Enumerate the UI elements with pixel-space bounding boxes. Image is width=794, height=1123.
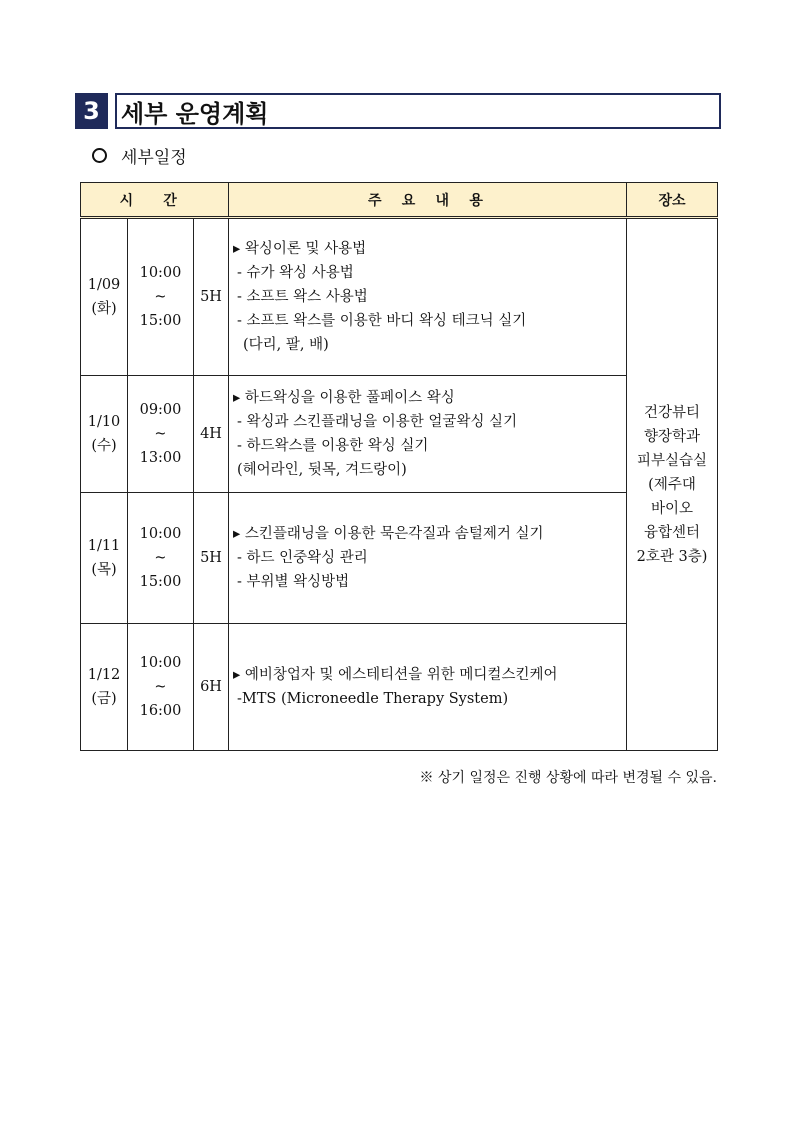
table-row <box>81 493 718 624</box>
content-cell: ▸ 하드왁싱을 이용한 풀페이스 왁싱 - 왁싱과 스킨플래닝을 이용한 얼굴왁싱 실기 - 하드왁스를 이용한 왁싱 실기 (헤어라인, 뒷목, 겨드랑이) <box>229 376 627 493</box>
footnote: ※ 상기 일정은 진행 상황에 따라 변경될 수 있음. <box>419 770 717 786</box>
time-cell: 09:00 ~ 13:00 <box>128 376 194 493</box>
content-cell: ▸ 스킨플래닝을 이용한 묵은각질과 솜털제거 실기 - 하드 인중왁싱 관리 - 부위별 왁싱방법 <box>229 493 627 624</box>
content-cell: ▸ 왁싱이론 및 사용법 - 슈가 왁싱 사용법 - 소프트 왁스 사용법 - 소프트 왁스를 이용한 바디 왁싱 테크닉 실기 (다리, 팔, 배) <box>229 218 627 376</box>
schedule-table <box>80 182 718 751</box>
table-header-row <box>81 183 718 218</box>
time-cell: 10:00 ~ 15:00 <box>128 218 194 376</box>
date-cell: 1/11 (목) <box>81 493 128 624</box>
subheading-text: 세부일정 <box>121 148 187 168</box>
time-cell: 10:00 ~ 16:00 <box>128 624 194 751</box>
hours-cell: 4H <box>194 376 229 493</box>
circle-bullet-icon <box>92 148 107 163</box>
header-content: 주 요 내 용 <box>229 183 627 218</box>
section-title: 세부 운영계획 <box>115 93 721 129</box>
section-header <box>75 93 717 129</box>
hours-cell: 5H <box>194 218 229 376</box>
header-time: 시 간 <box>81 183 229 218</box>
table-row <box>81 218 718 376</box>
date-cell: 1/12 (금) <box>81 624 128 751</box>
header-place: 장소 <box>627 183 718 218</box>
date-cell: 1/09 (화) <box>81 218 128 376</box>
subheading <box>92 143 187 168</box>
time-cell: 10:00 ~ 15:00 <box>128 493 194 624</box>
hours-cell: 6H <box>194 624 229 751</box>
section-number: 3 <box>75 93 108 129</box>
content-cell: ▸ 예비창업자 및 에스테티션을 위한 메디컬스킨케어 -MTS (Microneedle Therapy System) <box>229 624 627 751</box>
hours-cell: 5H <box>194 493 229 624</box>
place-cell: 건강뷰티 향장학과 피부실습실 (제주대 바이오 융합센터 2호관 3층) <box>627 218 718 751</box>
table-row <box>81 376 718 493</box>
date-cell: 1/10 (수) <box>81 376 128 493</box>
table-row <box>81 624 718 751</box>
